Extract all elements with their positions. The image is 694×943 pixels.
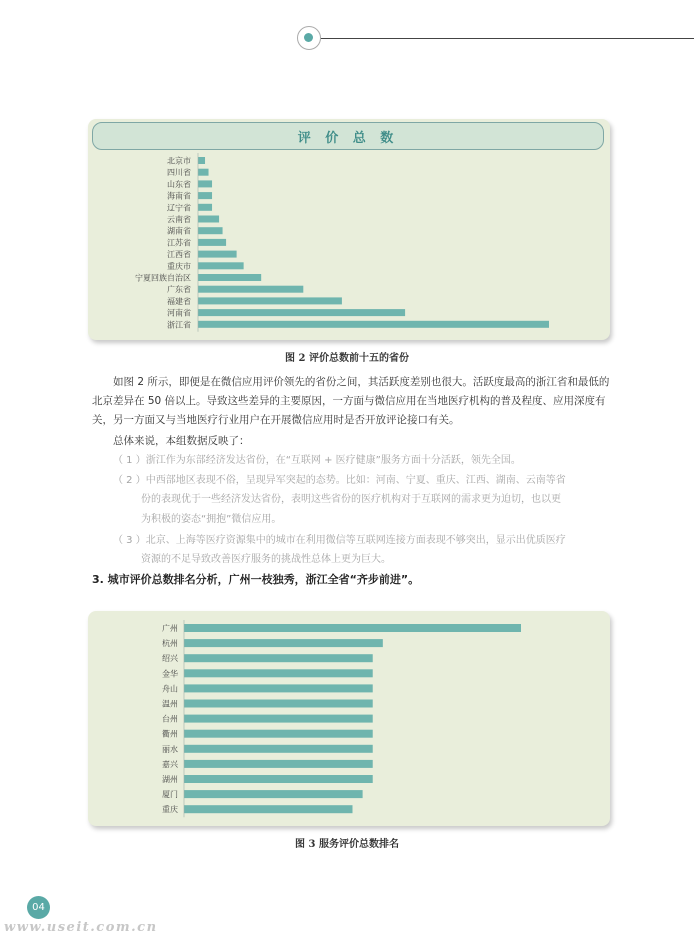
chart-city-svg <box>88 611 610 826</box>
list-item-2-line-2: 份的表现优于一些经济发达省份，表明这些省份的医疗机构对于互联网的需求更为迫切，也以更 <box>141 494 561 505</box>
city-category-label: 舟山 <box>162 684 178 694</box>
chart-province-panel <box>88 119 610 340</box>
header-rule <box>313 38 694 39</box>
province-category-label: 江苏省 <box>167 238 191 248</box>
city-category-label: 丽水 <box>162 744 178 754</box>
page-number: 04 <box>27 896 50 919</box>
city-bar <box>184 790 363 798</box>
province-bar <box>198 251 237 258</box>
list-item-2-line-1: （ 2 ）中西部地区表现不俗，呈现异军突起的态势。比如：河南、宁夏、重庆、江西、湖南、云南等省 <box>113 475 566 486</box>
section-heading-3: 3. 城市评价总数排名分析，广州一枝独秀，浙江全省“齐步前进”。 <box>92 573 420 586</box>
city-category-label: 厦门 <box>162 790 178 800</box>
city-category-label: 湖州 <box>162 775 178 784</box>
city-bar <box>184 654 373 662</box>
header-circle-icon <box>297 26 321 50</box>
province-category-label: 重庆市 <box>167 261 191 271</box>
chart-province-svg <box>88 119 610 340</box>
list-item-3-line-1: （ 3 ）北京、上海等医疗资源集中的城市在利用微信等互联网连接方面表现不够突出，显示出优质医疗 <box>113 535 566 546</box>
province-bar <box>198 216 219 223</box>
province-category-label: 江西省 <box>167 250 191 260</box>
city-bar <box>184 715 373 723</box>
province-bar <box>198 309 405 316</box>
body-paragraph-1: 如图 2 所示，即便是在微信应用评价领先的省份之间，其活跃度差别也很大。活跃度最高的浙江省和最低的北京差异在 50 倍以上。导致这些差异的主要原因，一方面与微信应用在当地医疗机构的普及程度、应用深度有关，另一方面又与当地医疗行业用户在开展微信应用时是否开放评论接口有关。 <box>92 376 610 426</box>
chart-city-panel <box>88 611 610 826</box>
province-bar <box>198 204 212 211</box>
city-bar <box>184 745 373 753</box>
province-category-label: 福建省 <box>167 296 191 306</box>
province-bar <box>198 262 244 269</box>
province-bar <box>198 169 209 176</box>
province-category-label: 辽宁省 <box>167 203 191 213</box>
province-category-label: 海南省 <box>167 191 191 201</box>
province-bar <box>198 239 226 246</box>
city-bar <box>184 684 373 692</box>
city-bar <box>184 639 383 647</box>
province-bar <box>198 321 549 328</box>
city-bar <box>184 760 373 768</box>
province-bar <box>198 297 342 304</box>
city-category-label: 衢州 <box>162 729 178 739</box>
province-category-label: 浙江省 <box>167 320 191 330</box>
city-bar <box>184 669 373 677</box>
province-category-label: 广东省 <box>167 285 191 295</box>
body-paragraph-2: 总体来说，本组数据反映了： <box>113 435 250 447</box>
watermark: www.useit.com.cn <box>4 920 158 935</box>
province-category-label: 宁夏回族自治区 <box>135 273 191 283</box>
city-category-label: 金华 <box>162 669 178 679</box>
city-category-label: 台州 <box>162 714 178 724</box>
city-category-label: 嘉兴 <box>162 759 178 769</box>
province-category-label: 山东省 <box>167 179 191 189</box>
province-category-label: 湖南省 <box>167 226 191 236</box>
province-bar <box>198 192 212 199</box>
city-bar <box>184 700 373 708</box>
city-bar <box>184 624 521 632</box>
city-category-label: 绍兴 <box>162 654 178 664</box>
province-bar <box>198 274 261 281</box>
province-category-label: 云南省 <box>167 215 191 224</box>
province-bar <box>198 286 303 293</box>
list-item-2-line-3: 为积极的姿态“拥抱”微信应用。 <box>141 514 282 525</box>
city-category-label: 杭州 <box>162 639 178 649</box>
list-item-1: （ 1 ）浙江作为东部经济发达省份，在“互联网 + 医疗健康”服务方面十分活跃，领先全国。 <box>113 455 521 466</box>
city-bar <box>184 730 373 738</box>
province-category-label: 四川省 <box>167 168 191 178</box>
chart-province-title: 评 价 总 数 <box>297 130 399 146</box>
province-category-label: 北京市 <box>167 156 191 166</box>
province-bar <box>198 157 205 164</box>
province-category-label: 河南省 <box>167 308 191 318</box>
chart-city-caption: 图 3 服务评价总数排名 <box>295 839 399 850</box>
chart-province-caption: 图 2 评价总数前十五的省份 <box>285 353 409 364</box>
city-category-label: 温州 <box>162 699 178 709</box>
city-bar <box>184 775 373 783</box>
city-category-label: 广州 <box>162 624 178 633</box>
province-bar <box>198 227 223 234</box>
province-bar <box>198 180 212 187</box>
list-item-3-line-2: 资源的不足导致改善医疗服务的挑战性总体上更为巨大。 <box>141 554 391 565</box>
city-bar <box>184 805 353 813</box>
city-category-label: 重庆 <box>162 805 178 815</box>
